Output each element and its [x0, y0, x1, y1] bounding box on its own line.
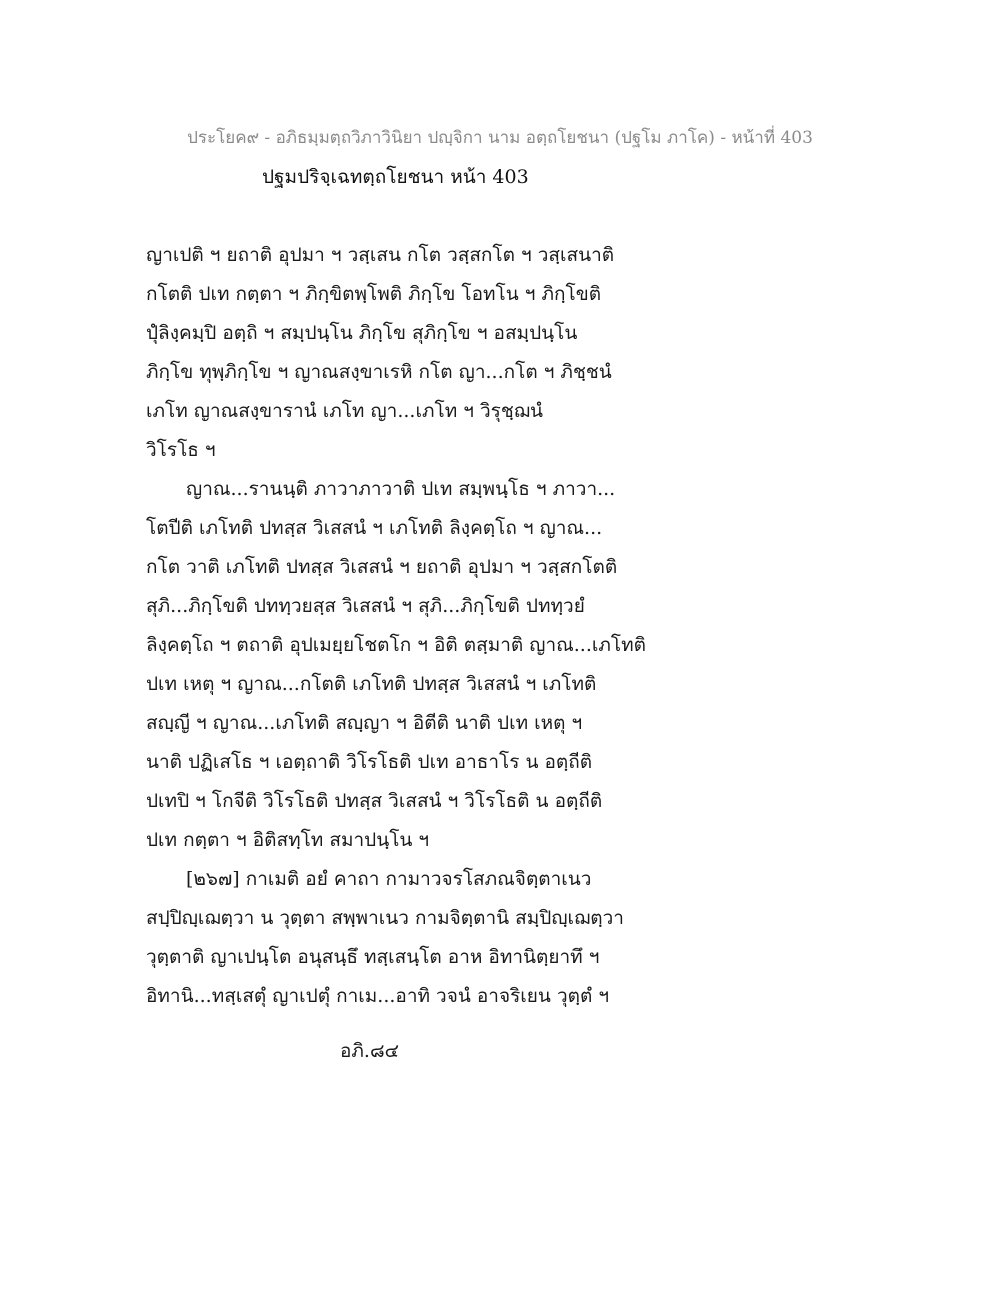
- section-title: ปฐมปริจฺเฉทตฺถโยชนา หน้า 403: [262, 166, 529, 188]
- paragraph-start-line: [๒๖๗] กาเมติ อยํ คาถา กามาวจรโสภณจิตฺตาเนว: [186, 868, 592, 890]
- text-line: เภโท ญาณสงฺขารานํ เภโท ญา...เภโท ฯ วิรุชฺฌนํ: [146, 400, 543, 422]
- text-line: อิทานิ...ทสฺเสตุํ ญาเปตุํ กาเม...อาทิ วจนํ อาจริเยน วุตฺตํ ฯ: [146, 985, 610, 1007]
- text-line: นาติ ปฏิเสโธ ฯ เอตฺถาติ วิโรโธติ ปเท อาธาโร น อตฺถีติ: [146, 751, 593, 773]
- text-line: ปเท เหตุ ฯ ญาณ...กโตติ เภโทติ ปทสฺส วิเสสนํ ฯ เภโทติ: [146, 673, 597, 695]
- text-line: สปฺปิญฺเฌตฺวา น วุตฺตา สพฺพาเนว กามจิตฺตานิ สมฺปิญฺเฌตฺวา: [146, 907, 624, 929]
- text-line: สญฺญี ฯ ญาณ...เภโทติ สญฺญา ฯ อิตีติ นาติ ปเท เหตุ ฯ: [146, 712, 583, 734]
- text-line: วิโรโธ ฯ: [146, 439, 216, 461]
- text-line: กโตติ ปเท กตฺตา ฯ ภิกฺขิตพฺโพติ ภิกฺโข โอทโน ฯ ภิกฺโขติ: [146, 283, 602, 305]
- paragraph-start-line: ญาณ...รานนฺติ ภาวาภาวาติ ปเท สมฺพนฺโธ ฯ ภาวา...: [186, 478, 616, 500]
- body-text: [146, 236, 706, 1016]
- text-line: สุภิ...ภิกฺโขติ ปททฺวยสฺส วิเสสนํ ฯ สุภิ...ภิกฺโขติ ปททฺวยํ: [146, 595, 585, 617]
- text-line: โตปีติ เภโทติ ปทสฺส วิเสสนํ ฯ เภโทติ ลิงฺคตฺโถ ฯ ญาณ...: [146, 517, 603, 539]
- text-line: ปเทปิ ฯ โกจีติ วิโรโธติ ปทสฺส วิเสสนํ ฯ วิโรโธติ น อตฺถีติ: [146, 790, 603, 812]
- text-line: ญาเปติ ฯ ยถาติ อุปมา ฯ วสฺเสน กโต วสฺสกโต ฯ วสฺเสนาติ: [146, 244, 615, 266]
- text-line: ปเท กตฺตา ฯ อิติสทฺโท สมาปนฺโน ฯ: [146, 829, 430, 851]
- text-line: ลิงฺคตฺโถ ฯ ตถาติ อุปเมยฺยโชตโก ฯ อิติ ตสฺมาติ ญาณ...เภโทติ: [146, 634, 646, 656]
- text-line: ปุํลิงฺคมฺปิ อตฺถิ ฯ สมฺปนฺโน ภิกฺโข สุภิกฺโข ฯ อสมฺปนฺโน: [146, 322, 578, 344]
- text-line: กโต วาติ เภโทติ ปทสฺส วิเสสนํ ฯ ยถาติ อุปมา ฯ วสฺสกโตติ: [146, 556, 618, 578]
- text-line: วุตฺตาติ ญาเปนฺโต อนุสนฺธึ ทสฺเสนฺโต อาห อิทานิตฺยาทึ ฯ: [146, 946, 600, 968]
- page-marker: อภิ.๘๔: [340, 1040, 400, 1062]
- running-header: ประโยค๙ - อภิธมฺมตฺถวิภาวินิยา ปญฺจิกา นาม อตฺถโยชนา (ปฐโม ภาโค) - หน้าที่ 403: [187, 128, 813, 148]
- text-line: ภิกฺโข ทุพฺภิกฺโข ฯ ญาณสงฺขาเรหิ กโต ญา...กโต ฯ ภิชฺชนํ: [146, 361, 612, 383]
